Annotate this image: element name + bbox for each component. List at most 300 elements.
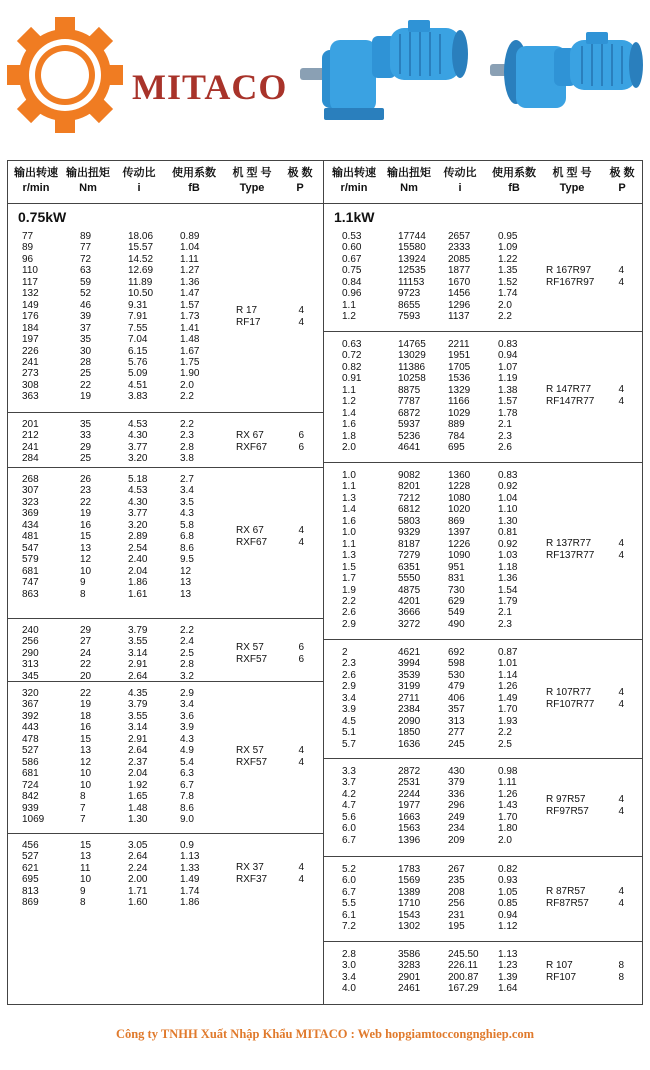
table-cell: 10 xyxy=(80,768,92,780)
table-row xyxy=(324,727,642,738)
table-cell: 13 xyxy=(80,851,92,863)
model-type-label: RF107R77 xyxy=(546,698,595,710)
table-cell: 1.35 xyxy=(498,265,518,277)
table-row xyxy=(8,430,323,441)
table-cell: 2.0 xyxy=(498,299,512,311)
table-right-11kw xyxy=(324,161,642,1004)
model-type xyxy=(546,960,576,984)
table-cell: 1.9 xyxy=(342,584,356,596)
table-cell: 176 xyxy=(22,311,39,323)
table-cell: 212 xyxy=(22,430,39,442)
table-cell: 547 xyxy=(22,542,39,554)
table-cell: 267 xyxy=(448,864,465,875)
pole-count-value: 4 xyxy=(618,898,624,910)
table-cell: 5236 xyxy=(398,430,421,442)
pole-count xyxy=(292,642,304,666)
table-cell: 0.84 xyxy=(342,276,362,288)
model-type xyxy=(236,745,267,769)
table-cell: 1.49 xyxy=(180,874,200,886)
table-cell: 1.79 xyxy=(498,595,518,607)
table-cell: 6.0 xyxy=(342,823,356,835)
table-row xyxy=(324,516,642,527)
table-cell: 2.4 xyxy=(180,636,194,648)
model-type xyxy=(546,687,594,711)
table-row xyxy=(324,373,642,384)
model-type-label: R 87R57 xyxy=(546,886,586,898)
table-row xyxy=(324,339,642,350)
table-cell: 6.8 xyxy=(180,531,194,543)
table-cell: 9 xyxy=(80,885,86,897)
table-cell: 9082 xyxy=(398,470,421,481)
table-cell: 2.0 xyxy=(180,379,194,391)
table-cell: 16 xyxy=(80,519,92,531)
table-group xyxy=(324,759,642,857)
table-cell: 1.3 xyxy=(342,550,356,562)
table-cell: 4.53 xyxy=(128,419,148,430)
table-cell: 284 xyxy=(22,453,39,465)
table-cell: 1090 xyxy=(448,550,471,562)
table-row xyxy=(324,812,642,823)
table-cell: 256 xyxy=(448,898,465,910)
table-cell: 2090 xyxy=(398,715,421,727)
table-cell: 1029 xyxy=(448,407,471,419)
table-cell: 6.3 xyxy=(180,768,194,780)
table-cell: 598 xyxy=(448,658,465,670)
table-cell: 2.6 xyxy=(342,669,356,681)
table-cell: 10.50 xyxy=(128,288,154,300)
table-row xyxy=(324,431,642,442)
table-cell: 392 xyxy=(22,710,39,722)
table-cell: 22 xyxy=(80,496,92,508)
table-cell: 681 xyxy=(22,565,39,577)
table-row xyxy=(8,851,323,862)
table-cell: 1.48 xyxy=(180,334,200,346)
table-cell: 4.5 xyxy=(342,715,356,727)
model-type-label: RX 67 xyxy=(236,524,264,536)
model-type-label: RF97R57 xyxy=(546,806,589,818)
table-cell: 3666 xyxy=(398,607,421,619)
table-row xyxy=(8,791,323,802)
table-cell: 2.00 xyxy=(128,874,148,886)
table-row xyxy=(324,231,642,242)
table-cell: 6.7 xyxy=(342,886,356,898)
table-cell: 5.5 xyxy=(342,898,356,910)
table-cell: 6.7 xyxy=(180,779,194,791)
table-cell: 1396 xyxy=(398,834,421,846)
table-cell: 2531 xyxy=(398,777,421,789)
table-row xyxy=(8,453,323,464)
table-cell: 12 xyxy=(80,756,92,768)
table-cell: 2.89 xyxy=(128,531,148,543)
column-header-title: 机 型 号 xyxy=(232,167,272,179)
gear-tooth xyxy=(55,111,75,133)
column-header-unit: i xyxy=(458,182,462,194)
table-cell: 12.69 xyxy=(128,265,154,277)
table-row xyxy=(8,659,323,670)
table-cell: 1.30 xyxy=(498,515,518,527)
pole-count-value: 4 xyxy=(618,396,624,408)
table-cell: 7 xyxy=(80,802,86,814)
model-type xyxy=(546,886,589,910)
table-row xyxy=(324,864,642,875)
model-type-label: RXF67 xyxy=(236,536,268,548)
table-cell: 1.73 xyxy=(180,311,200,323)
table-cell: 3586 xyxy=(398,949,421,960)
table-cell: 3.9 xyxy=(342,704,356,716)
table-cell: 290 xyxy=(22,647,39,659)
table-cell: 35 xyxy=(80,419,92,430)
table-cell: 18 xyxy=(80,710,92,722)
table-cell: 1.6 xyxy=(342,419,356,431)
pole-count-value: 4 xyxy=(618,686,624,698)
table-cell: 1.93 xyxy=(498,715,518,727)
table-row xyxy=(8,277,323,288)
table-cell: 1.11 xyxy=(180,253,199,265)
table-cell: 2 xyxy=(342,647,348,658)
table-row xyxy=(324,658,642,669)
brand-name: MITACO xyxy=(132,67,288,107)
table-row xyxy=(324,921,642,932)
table-cell: 2.0 xyxy=(498,834,512,846)
table-cell: 2.3 xyxy=(342,658,356,670)
table-cell: 7 xyxy=(80,813,86,825)
table-cell: 3.5 xyxy=(180,496,194,508)
table-cell: 9329 xyxy=(398,527,421,539)
table-cell: 1877 xyxy=(448,265,471,277)
table-cell: 1.0 xyxy=(342,527,356,539)
table-cell: 1.75 xyxy=(180,356,200,368)
table-cell: 15 xyxy=(80,840,92,851)
table-cell: 0.91 xyxy=(342,373,362,385)
table-row xyxy=(8,648,323,659)
table-cell: 29 xyxy=(80,625,92,636)
table-cell: 6.0 xyxy=(342,875,356,887)
table-cell: 3272 xyxy=(398,618,421,630)
pole-count-value: 6 xyxy=(298,653,304,665)
table-cell: 8875 xyxy=(398,384,421,396)
model-type xyxy=(546,384,594,408)
table-cell: 1.27 xyxy=(180,265,200,277)
table-cell: 7787 xyxy=(398,396,421,408)
table-cell: 1.13 xyxy=(180,851,200,863)
pole-count-value: 6 xyxy=(298,441,304,453)
table-row xyxy=(324,766,642,777)
table-cell: 1563 xyxy=(398,823,421,835)
table-cell: 2085 xyxy=(448,253,471,265)
table-cell: 2901 xyxy=(398,971,421,983)
table-cell: 863 xyxy=(22,588,39,600)
table-cell: 813 xyxy=(22,885,39,897)
table-cell: 231 xyxy=(448,909,465,921)
table-cell: 1.80 xyxy=(498,823,518,835)
table-cell: 1.92 xyxy=(128,779,148,791)
table-cell: 3994 xyxy=(398,658,421,670)
table-cell: 25 xyxy=(80,368,92,380)
table-row xyxy=(324,716,642,727)
table-row xyxy=(324,288,642,299)
table-cell: 1.1 xyxy=(342,538,356,550)
table-cell: 35 xyxy=(80,334,92,346)
table-row xyxy=(8,863,323,874)
table-row xyxy=(324,898,642,909)
table-cell: 1.5 xyxy=(342,561,356,573)
pole-count-value: 8 xyxy=(618,971,624,983)
table-cell: 1.05 xyxy=(498,886,518,898)
table-cell: 323 xyxy=(22,496,39,508)
table-cell: 5.8 xyxy=(180,519,194,531)
column-header-title: 使用系数 xyxy=(172,167,216,179)
pole-count xyxy=(612,886,624,910)
model-type-label: RF107 xyxy=(546,971,577,983)
table-cell: 3.20 xyxy=(128,453,148,465)
column-header-unit: P xyxy=(296,182,304,194)
model-type xyxy=(236,642,267,666)
table-row xyxy=(324,647,642,658)
table-cell: 3.4 xyxy=(342,971,356,983)
table-group xyxy=(8,682,323,834)
gear-logo-icon xyxy=(5,15,125,135)
table-cell: 0.83 xyxy=(498,470,518,481)
table-row xyxy=(324,910,642,921)
table-cell: 5.09 xyxy=(128,368,148,380)
table-cell: 9723 xyxy=(398,288,421,300)
table-row xyxy=(324,242,642,253)
table-cell: 4201 xyxy=(398,595,421,607)
table-row xyxy=(324,470,642,481)
table-cell: 3539 xyxy=(398,669,421,681)
table-row xyxy=(324,800,642,811)
table-cell: 1663 xyxy=(398,811,421,823)
table-cell: 2.1 xyxy=(498,419,512,431)
model-type-label: R 147R77 xyxy=(546,384,592,396)
model-type-label: RXF57 xyxy=(236,653,268,665)
table-cell: 184 xyxy=(22,322,39,334)
table-cell: 842 xyxy=(22,791,39,803)
table-row xyxy=(324,823,642,834)
table-row xyxy=(8,745,323,756)
table-cell: 8.6 xyxy=(180,802,194,814)
table-row xyxy=(8,368,323,379)
column-header-title: 传动比 xyxy=(443,167,477,179)
table-cell: 2.64 xyxy=(128,851,148,863)
gear-motor-foot-icon xyxy=(300,20,470,125)
model-type xyxy=(236,305,260,329)
table-cell: 8655 xyxy=(398,299,421,311)
table-cell: 4641 xyxy=(398,442,421,454)
table-left-075kw xyxy=(8,161,324,1004)
column-header-unit: r/min xyxy=(340,182,368,194)
table-cell: 18.06 xyxy=(128,231,154,242)
table-row xyxy=(324,585,642,596)
table-cell: 0.89 xyxy=(180,231,200,242)
table-cell: 2.04 xyxy=(128,565,148,577)
table-cell: 296 xyxy=(448,800,465,812)
table-cell: 13 xyxy=(180,588,192,600)
table-row xyxy=(8,874,323,885)
table-cell: 1.60 xyxy=(128,897,148,909)
table-cell: 1137 xyxy=(448,311,470,323)
table-row xyxy=(8,419,323,430)
table-cell: 3.77 xyxy=(128,508,148,520)
pole-count-value: 4 xyxy=(298,304,304,316)
table-cell: 1228 xyxy=(448,481,471,493)
table-cell: 579 xyxy=(22,554,39,566)
table-cell: 4.9 xyxy=(180,745,194,757)
table-cell: 479 xyxy=(448,681,465,693)
gear-tooth xyxy=(55,17,75,39)
table-cell: 9.31 xyxy=(128,299,148,311)
table-cell: 1.70 xyxy=(498,811,518,823)
table-cell: 9.5 xyxy=(180,554,194,566)
table-cell: 10 xyxy=(80,874,92,886)
pole-count-value: 4 xyxy=(298,524,304,536)
table-group xyxy=(324,161,642,332)
table-row xyxy=(8,636,323,647)
table-cell: 951 xyxy=(448,561,465,573)
model-type-label: RF137R77 xyxy=(546,550,595,562)
table-cell: 1.6 xyxy=(342,515,356,527)
pole-count-value: 8 xyxy=(618,959,624,971)
table-cell: 1951 xyxy=(448,350,471,362)
table-cell: 3.7 xyxy=(342,777,356,789)
column-header-unit: Type xyxy=(239,182,265,194)
table-row xyxy=(8,671,323,682)
table-cell: 11386 xyxy=(398,361,426,373)
table-row xyxy=(8,508,323,519)
table-row xyxy=(8,688,323,699)
table-cell: 1.03 xyxy=(498,550,518,562)
table-cell: 2.6 xyxy=(342,607,356,619)
table-cell: 2.64 xyxy=(128,745,148,757)
spec-table xyxy=(7,160,643,1005)
table-cell: 1.1 xyxy=(342,481,356,493)
gear-tooth xyxy=(101,65,123,85)
table-cell: 19 xyxy=(80,508,92,520)
table-cell: 4.30 xyxy=(128,430,148,442)
table-cell: 530 xyxy=(448,669,465,681)
table-cell: 1.26 xyxy=(498,788,518,800)
table-cell: 2.5 xyxy=(180,647,194,659)
table-row xyxy=(324,300,642,311)
table-cell: 30 xyxy=(80,345,92,357)
table-cell: 527 xyxy=(22,745,39,757)
table-group xyxy=(8,161,323,413)
table-cell: 869 xyxy=(22,897,39,909)
table-row xyxy=(8,346,323,357)
pole-count xyxy=(292,430,304,454)
model-type-label: R 17 xyxy=(236,304,258,316)
table-row xyxy=(8,485,323,496)
table-cell: 3.0 xyxy=(342,960,356,972)
model-type-label: RF87R57 xyxy=(546,898,589,910)
pole-count xyxy=(292,745,304,769)
table-cell: 0.95 xyxy=(498,231,518,242)
model-type-label: RF17 xyxy=(236,316,261,328)
table-cell: 4.2 xyxy=(342,788,356,800)
table-cell: 20 xyxy=(80,670,92,682)
table-row xyxy=(8,625,323,636)
model-type-label: RX 67 xyxy=(236,429,264,441)
table-cell: 0.94 xyxy=(498,350,518,362)
model-type-label: R 97R57 xyxy=(546,794,586,806)
table-cell: 4.0 xyxy=(342,983,356,995)
table-cell: 1166 xyxy=(448,396,470,408)
table-cell: 2.0 xyxy=(342,442,356,454)
table-row xyxy=(8,531,323,542)
table-cell: 7.55 xyxy=(128,322,148,334)
table-cell: 8 xyxy=(80,897,86,909)
model-type xyxy=(546,794,589,818)
table-cell: 5.7 xyxy=(342,738,356,750)
table-cell: 245.50 xyxy=(448,949,479,960)
table-cell: 2.91 xyxy=(128,733,148,745)
table-cell: 2.1 xyxy=(498,607,512,619)
table-cell: 4875 xyxy=(398,584,421,596)
table-cell: 8201 xyxy=(398,481,421,493)
table-cell: 5.18 xyxy=(128,474,148,485)
table-row xyxy=(8,768,323,779)
table-cell: 13924 xyxy=(398,253,426,265)
table-cell: 1.07 xyxy=(498,361,518,373)
table-cell: 695 xyxy=(448,442,465,454)
model-type-label: RX 57 xyxy=(236,641,264,653)
table-cell: 13 xyxy=(80,745,92,757)
table-cell: 12 xyxy=(180,565,192,577)
table-row xyxy=(8,334,323,345)
table-cell: 11153 xyxy=(398,276,425,288)
table-cell: 0.53 xyxy=(342,231,362,242)
table-cell: 456 xyxy=(22,840,39,851)
table-cell: 5.4 xyxy=(180,756,194,768)
table-cell: 241 xyxy=(22,441,39,453)
table-cell: 4.35 xyxy=(128,688,148,699)
table-cell: 1.13 xyxy=(498,949,518,960)
table-group xyxy=(324,640,642,759)
table-row xyxy=(8,803,323,814)
table-cell: 277 xyxy=(448,727,465,739)
table-cell: 367 xyxy=(22,699,39,711)
table-row xyxy=(324,562,642,573)
table-cell: 2.04 xyxy=(128,768,148,780)
table-row xyxy=(324,493,642,504)
column-header-unit: Nm xyxy=(400,182,418,194)
column-header-unit: fB xyxy=(188,182,200,194)
table-cell: 1329 xyxy=(448,384,471,396)
pole-count-value: 4 xyxy=(298,316,304,328)
table-cell: 2.3 xyxy=(498,618,512,630)
pole-count-value: 4 xyxy=(618,538,624,550)
table-cell: 2.3 xyxy=(180,430,194,442)
table-cell: 273 xyxy=(22,368,39,380)
table-cell: 1.09 xyxy=(498,242,518,254)
table-cell: 19 xyxy=(80,699,92,711)
table-cell: 1.54 xyxy=(498,584,518,596)
pole-count-value: 4 xyxy=(618,794,624,806)
table-cell: 1.86 xyxy=(128,577,148,589)
table-cell: 308 xyxy=(22,379,39,391)
table-cell: 9.0 xyxy=(180,813,194,825)
model-type-label: R 167R97 xyxy=(546,264,592,276)
table-cell: 747 xyxy=(22,577,39,589)
table-cell: 1.10 xyxy=(498,504,518,516)
table-row xyxy=(324,789,642,800)
table-cell: 1.33 xyxy=(180,862,200,874)
table-cell: 241 xyxy=(22,356,39,368)
table-cell: 201 xyxy=(22,419,39,430)
table-group xyxy=(8,619,323,682)
table-cell: 1.8 xyxy=(342,430,356,442)
table-cell: 6812 xyxy=(398,504,421,516)
